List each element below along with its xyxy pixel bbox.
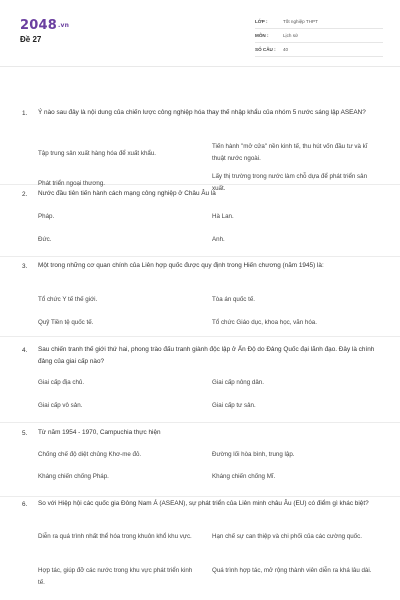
answer-option[interactable]: Tổ chức Y tế thế giới.	[38, 296, 98, 303]
question-text: Từ năm 1954 - 1970, Campuchia thực hiện	[38, 429, 161, 436]
question-text: Một trong những cơ quan chính của Liên hợp quốc được quy định trong Hiến chương (năm 1945) là:	[38, 262, 324, 269]
question-text: Ý nào sau đây là nội dung của chiến lược công nghiệp hóa thay thế nhập khẩu của nhóm 5 nước sáng lập ASEAN?	[38, 109, 366, 116]
answer-option[interactable]: Quỹ Tiền tệ quốc tế.	[38, 319, 94, 326]
meta-row-count	[255, 43, 383, 57]
answer-option[interactable]: Hà Lan.	[212, 213, 234, 220]
answer-option[interactable]: Lấy thị trường trong nước làm chỗ dựa để phát triển sản xuất.	[212, 173, 368, 192]
logo-main: 2048	[20, 18, 57, 33]
answer-option[interactable]: Tập trung sản xuất hàng hóa để xuất khẩu.	[38, 150, 156, 157]
meta-row-subject	[255, 29, 383, 43]
question-5	[0, 423, 400, 497]
answer-option[interactable]: Quá trình hợp tác, mở rộng thành viên diễn ra khá lâu dài.	[212, 567, 372, 574]
meta-label: SỐ CÂU :	[255, 47, 276, 52]
question-6	[0, 497, 400, 600]
page-header	[0, 0, 400, 64]
question-number: 5.	[22, 430, 28, 437]
answer-option[interactable]: Pháp.	[38, 213, 55, 220]
logo-sub: .vn	[57, 22, 70, 29]
question-text: Nước đầu tiên tiến hành cách mạng công nghiệp ở Châu Âu là	[38, 190, 216, 197]
answer-option[interactable]: Chống chế độ diệt chủng Khơ-me đỏ.	[38, 451, 142, 458]
answer-option[interactable]: Hạn chế sự can thiệp và chi phối của các cường quốc.	[212, 533, 362, 540]
question-number: 4.	[22, 347, 28, 354]
question-text: Sau chiến tranh thế giới thứ hai, phong trào đấu tranh giành độc lập ở Ấn Độ do Đảng Quốc đại lãnh đạo. Đây là chính đảng của giai cấp nào?	[38, 346, 375, 365]
meta-value: Lịch sử	[283, 33, 299, 38]
answer-option[interactable]: Diễn ra quá trình nhất thể hóa trong khuôn khổ khu vực.	[38, 533, 192, 540]
answer-option[interactable]: Giai cấp địa chủ.	[38, 379, 85, 386]
site-logo[interactable]	[20, 18, 69, 33]
answer-option[interactable]: Giai cấp vô sản.	[38, 402, 83, 409]
meta-label: LỚP :	[255, 19, 268, 24]
answer-option[interactable]: Anh.	[212, 236, 225, 243]
question-number: 6.	[22, 501, 28, 508]
answer-option[interactable]: Kháng chiến chống Mĩ.	[212, 473, 276, 480]
answer-option[interactable]: Tòa án quốc tế.	[212, 296, 255, 303]
question-number: 3.	[22, 263, 28, 270]
answer-option[interactable]: Đường lối hòa bình, trung lập.	[212, 451, 295, 458]
question-2	[0, 185, 400, 257]
exam-meta	[255, 15, 383, 57]
answer-option[interactable]: Đức.	[38, 236, 52, 243]
answer-option[interactable]: Giai cấp tư sản.	[212, 402, 256, 409]
question-1	[0, 104, 400, 192]
answer-option[interactable]: Kháng chiến chống Pháp.	[38, 473, 109, 480]
question-number: 1.	[22, 110, 28, 117]
answer-option[interactable]: Giai cấp nông dân.	[212, 379, 264, 386]
answer-option[interactable]: Hợp tác, giúp đỡ các nước trong khu vực phát triển kinh tế.	[38, 567, 193, 586]
answer-option[interactable]: Tiến hành "mở cửa" nền kinh tế, thu hút vốn đầu tư và kĩ thuật nước ngoài.	[212, 143, 368, 162]
meta-value: Tốt nghiệp THPT	[283, 19, 318, 24]
header-divider	[0, 66, 400, 67]
question-number: 2.	[22, 191, 28, 198]
meta-row-class	[255, 15, 383, 29]
meta-label: MÔN :	[255, 33, 269, 38]
answer-option[interactable]: Tổ chức Giáo dục, khoa học, văn hóa.	[212, 319, 317, 326]
question-text: So với Hiệp hội các quốc gia Đông Nam Á (ASEAN), sự phát triển của Liên minh châu Âu (EU) có điểm gì khác biệt?	[38, 500, 369, 507]
question-3	[0, 257, 400, 337]
question-4	[0, 337, 400, 423]
meta-value: 40	[283, 47, 289, 52]
exam-title: Đề 27	[20, 35, 42, 44]
answer-option[interactable]: Phát triển ngoại thương.	[38, 180, 106, 187]
